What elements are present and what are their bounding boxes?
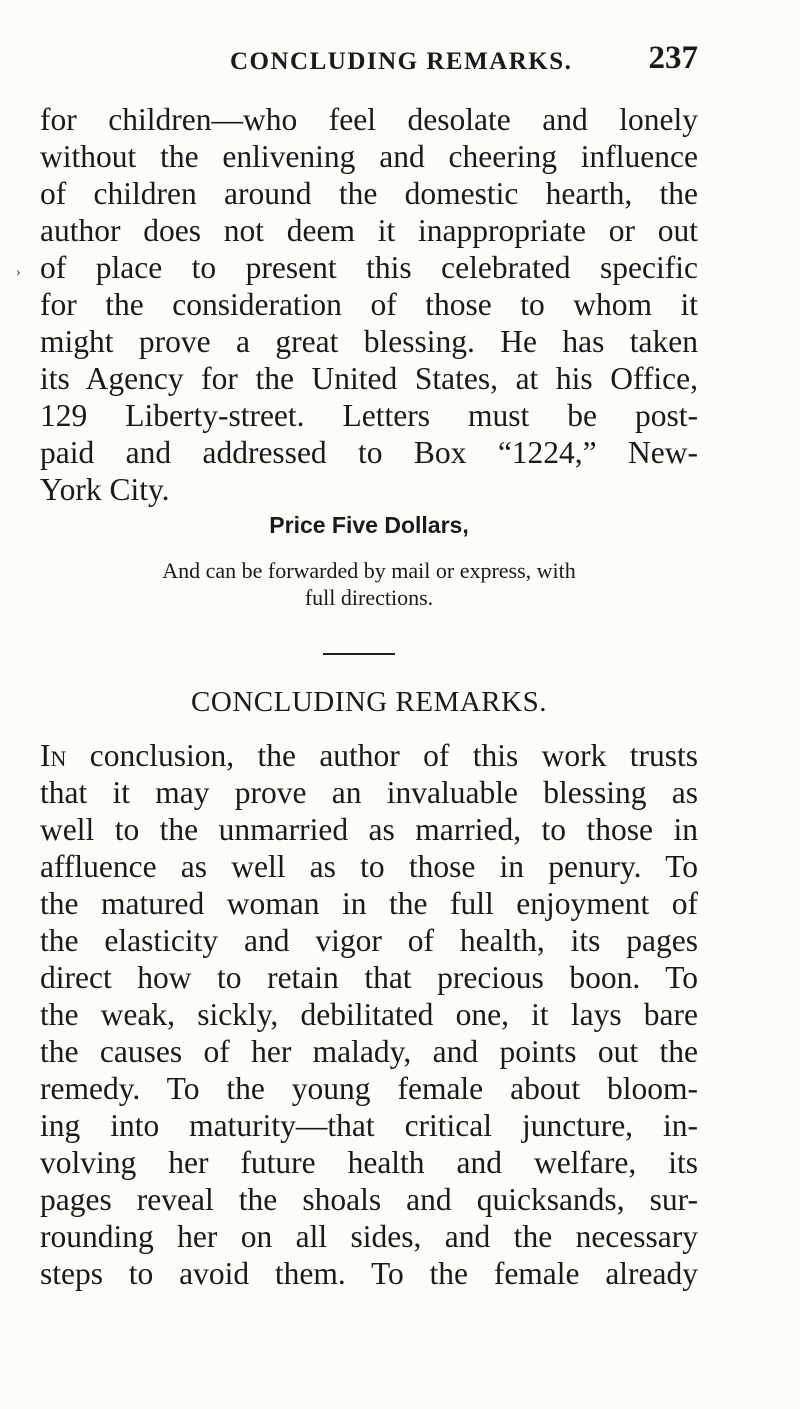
text-line: paid and addressed to Box “1224,” New- [40, 435, 698, 470]
text-line: 129 Liberty-street. Letters must be post- [40, 398, 698, 433]
text-line: of children around the domestic hearth, the [40, 176, 698, 211]
text-line: rounding her on all sides, and the necessary [40, 1219, 698, 1254]
note-line: full directions. [304, 585, 434, 610]
first-line-rest: conclusion, the author of this work trusts [66, 738, 698, 773]
text-line [40, 738, 698, 774]
text-line: the elasticity and vigor of health, its pages [40, 923, 698, 958]
text-line: the weak, sickly, debilitated one, it lays bare [40, 997, 698, 1032]
text-line: York City. [40, 472, 170, 507]
text-line: steps to avoid them. To the female already [40, 1256, 698, 1291]
text-line: of place to present this celebrated specific [40, 250, 698, 285]
text-line: for children—who feel desolate and lonely [40, 102, 698, 137]
page-number: 237 [648, 40, 698, 76]
text-line: that it may prove an invaluable blessing as [40, 775, 698, 810]
text-line: remedy. To the young female about bloom- [40, 1071, 698, 1106]
text-line: might prove a great blessing. He has taken [40, 324, 698, 359]
text-line: well to the unmarried as married, to those in [40, 812, 698, 847]
section-heading: CONCLUDING REMARKS. [191, 686, 547, 718]
text-line: for the consideration of those to whom it [40, 287, 698, 322]
text-line: volving her future health and welfare, its [40, 1145, 698, 1180]
margin-mark-icon: › [16, 265, 21, 280]
text-line: direct how to retain that precious boon. To [40, 960, 698, 995]
text-line: its Agency for the United States, at his Office, [40, 361, 698, 396]
text-line: author does not deem it inappropriate or out [40, 213, 698, 248]
first-word: In [40, 738, 67, 773]
text-line: ing into maturity—that critical juncture, in- [40, 1108, 698, 1143]
text-line: affluence as well as to those in penury. To [40, 849, 698, 884]
running-head [40, 40, 698, 90]
note-line: And can be forwarded by mail or express, with [162, 558, 576, 583]
text-line: without the enlivening and cheering influence [40, 139, 698, 174]
text-line: the matured woman in the full enjoyment of [40, 886, 698, 921]
running-title: CONCLUDING REMARKS. [230, 48, 573, 75]
price-line: Price Five Dollars, [269, 512, 469, 538]
section-divider [323, 653, 395, 655]
text-line: pages reveal the shoals and quicksands, sur- [40, 1182, 698, 1217]
text-line: the causes of her malady, and points out the [40, 1034, 698, 1069]
